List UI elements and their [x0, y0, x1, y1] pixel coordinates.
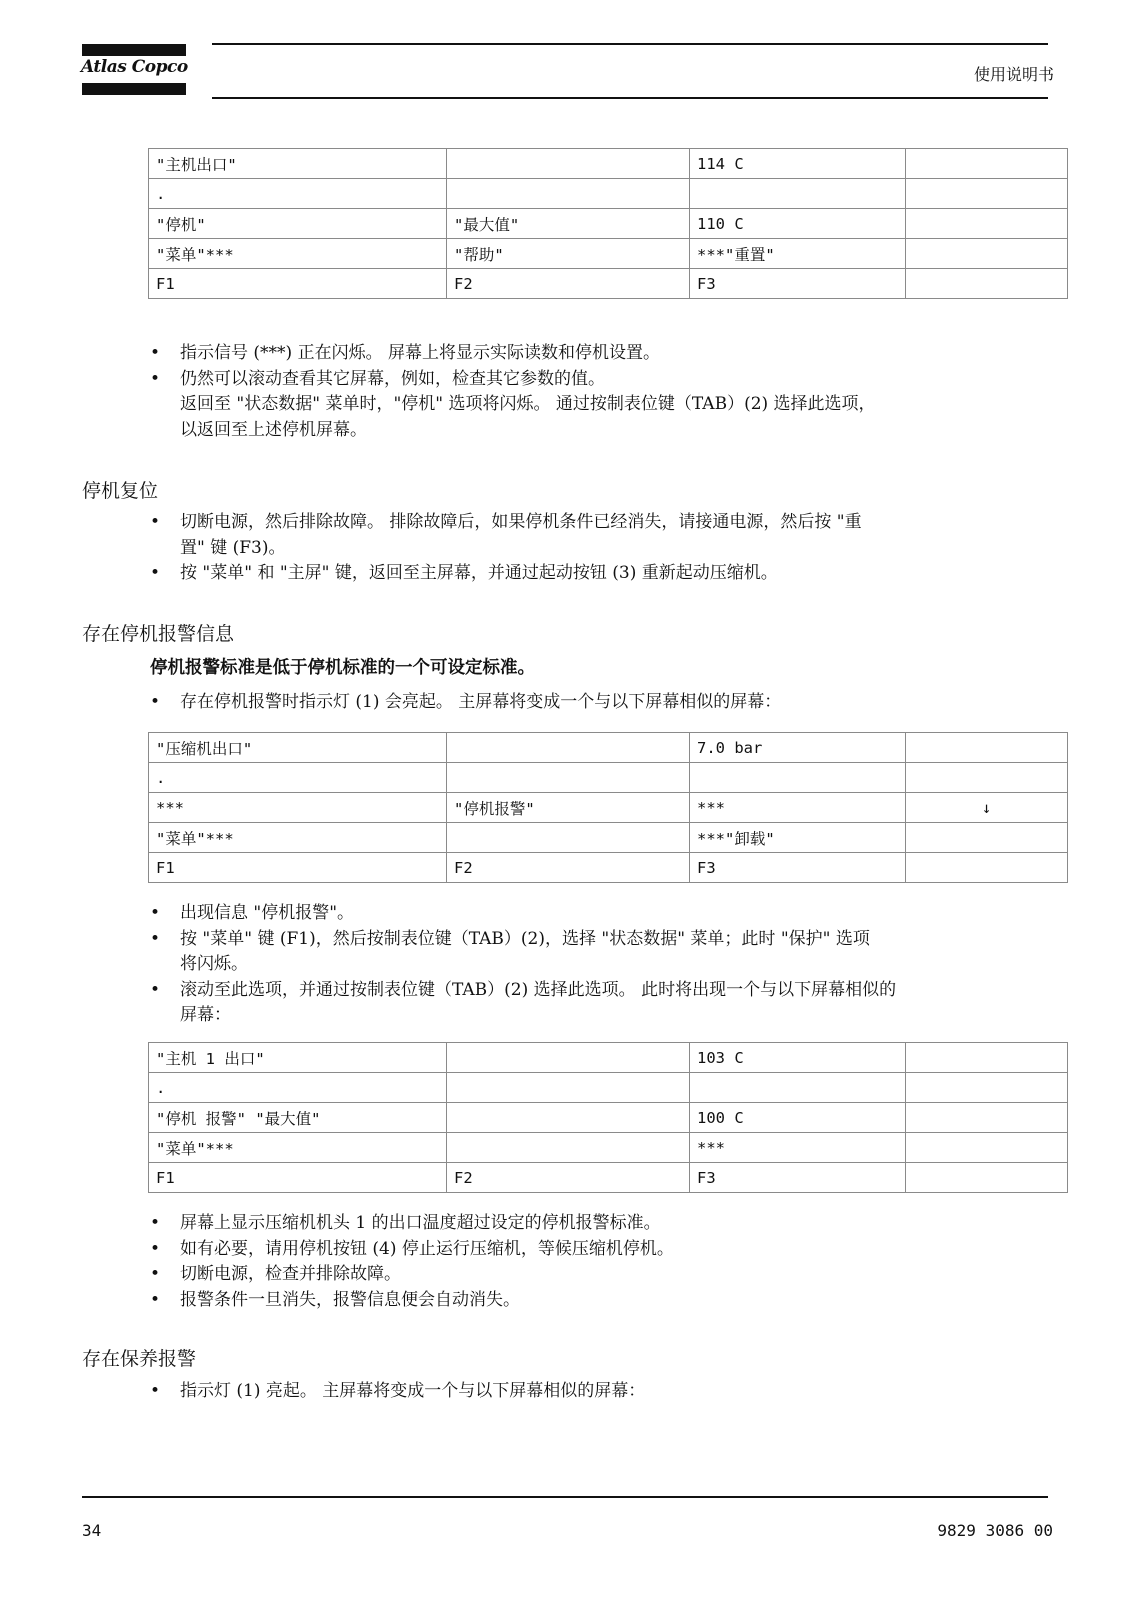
list-item: • 滚动至此选项，并通过按制表位键（TAB）(2) 选择此选项。 此时将出现一个与以下屏幕相似的 屏幕： — [150, 979, 897, 1025]
table-cell: F3 — [690, 1163, 906, 1193]
table-row — [149, 733, 1068, 763]
table-cell: F3 — [690, 853, 906, 883]
table-row — [149, 149, 1068, 179]
table-cell: "菜单"*** — [149, 1133, 447, 1163]
table-cell — [906, 209, 1068, 239]
list-item: • 如有必要，请用停机按钮 (4) 停止运行压缩机，等候压缩机停机。 — [150, 1237, 1060, 1263]
table-cell: F1 — [149, 1163, 447, 1193]
list-item: • 按 "菜单" 和 "主屏" 键，返回至主屏幕，并通过起动按钮 (3) 重新起动压缩机。 — [150, 561, 1060, 587]
header-rule-bottom — [212, 97, 1048, 99]
bullet-icon: • — [150, 343, 161, 363]
bullet-icon: • — [150, 903, 161, 923]
list-item: • 存在停机报警时指示灯 (1) 会亮起。 主屏幕将变成一个与以下屏幕相似的屏幕： — [150, 690, 1060, 716]
table-cell — [906, 1103, 1068, 1133]
table-cell: 103 C — [690, 1043, 906, 1073]
screen-table-warning — [148, 732, 1068, 883]
logo-bar-top — [82, 44, 186, 56]
table-row — [149, 823, 1068, 853]
table-row — [149, 179, 1068, 209]
table-cell — [447, 1043, 690, 1073]
table-cell — [906, 239, 1068, 269]
table-cell — [447, 179, 690, 209]
header-rule-top — [212, 43, 1048, 45]
warning-steps-list — [150, 901, 1060, 1029]
section-heading-service: 存在保养报警 — [82, 1348, 197, 1370]
table-row — [149, 853, 1068, 883]
bullet-icon: • — [150, 1213, 161, 1233]
table-cell: 110 C — [690, 209, 906, 239]
bullet-icon: • — [150, 512, 161, 532]
table-cell: *** — [149, 793, 447, 823]
list-item: • 指示信号 (***) 正在闪烁。 屏幕上将显示实际读数和停机设置。 — [150, 341, 1060, 367]
table-cell: "停机" — [149, 209, 447, 239]
table-cell — [906, 269, 1068, 299]
bullet-icon: • — [150, 979, 161, 1000]
table-cell — [447, 823, 690, 853]
table-cell — [906, 823, 1068, 853]
table-cell — [447, 1103, 690, 1133]
table-cell: . — [149, 763, 447, 793]
table-cell: . — [149, 179, 447, 209]
document-title: 使用说明书 — [973, 65, 1054, 84]
table-cell: 100 C — [690, 1103, 906, 1133]
table-row — [149, 209, 1068, 239]
table-row — [149, 1043, 1068, 1073]
table-cell — [906, 179, 1068, 209]
bullet-icon: • — [150, 1289, 161, 1310]
reset-list — [150, 510, 1060, 587]
table-cell — [690, 179, 906, 209]
list-item: • 切断电源，然后排除故障。 排除故障后，如果停机条件已经消失，请接通电源，然后按 "重 置" 键 (F3)。 — [150, 512, 862, 558]
table-cell — [447, 763, 690, 793]
table-cell: *** — [690, 1133, 906, 1163]
list-item: • 切断电源，检查并排除故障。 — [150, 1262, 1060, 1288]
bullet-icon: • — [150, 1264, 161, 1284]
table-cell — [447, 733, 690, 763]
bullet-icon: • — [150, 1381, 161, 1401]
table-cell: F2 — [447, 853, 690, 883]
list-item: • 报警条件一旦消失，报警信息便会自动消失。 — [150, 1288, 1060, 1314]
list-item: • 屏幕上显示压缩机机头 1 的出口温度超过设定的停机报警标准。 — [150, 1211, 1060, 1237]
warning-intro-list — [150, 690, 1060, 716]
table-cell: "主机 1 出口" — [149, 1043, 447, 1073]
list-item: • 指示灯 (1) 亮起。 主屏幕将变成一个与以下屏幕相似的屏幕： — [150, 1379, 1060, 1405]
table-cell: *** — [690, 793, 906, 823]
table-cell: F1 — [149, 269, 447, 299]
table-row — [149, 1103, 1068, 1133]
table-cell — [906, 763, 1068, 793]
bullet-icon: • — [150, 692, 161, 712]
table-cell: F2 — [447, 269, 690, 299]
arrow-down-icon: ↓ — [906, 793, 1068, 823]
table-cell: F2 — [447, 1163, 690, 1193]
table-cell: ***"重置" — [690, 239, 906, 269]
list-item: • 仍然可以滚动查看其它屏幕，例如，检查其它参数的值。 — [150, 367, 1060, 393]
table-cell: 114 C — [690, 149, 906, 179]
table-cell — [447, 149, 690, 179]
table-cell: "菜单"*** — [149, 823, 447, 853]
table-cell: "最大值" — [447, 209, 690, 239]
screen-table-shutdown — [148, 148, 1068, 299]
table-row — [149, 269, 1068, 299]
table-cell — [906, 853, 1068, 883]
section-subheading: 停机报警标准是低于停机标准的一个可设定标准。 — [150, 658, 535, 678]
footer-rule — [82, 1496, 1048, 1498]
table-cell: "停机 报警" "最大值" — [149, 1103, 447, 1133]
table-cell — [447, 1133, 690, 1163]
table-row — [149, 1073, 1068, 1103]
table-cell: . — [149, 1073, 447, 1103]
shutdown-info-list — [150, 341, 1060, 443]
table-cell — [906, 1043, 1068, 1073]
table-cell: "主机出口" — [149, 149, 447, 179]
table-cell — [690, 763, 906, 793]
table-cell — [906, 1133, 1068, 1163]
bullet-icon: • — [150, 368, 161, 389]
table-row — [149, 239, 1068, 269]
table-cell — [906, 733, 1068, 763]
table-cell: "菜单"*** — [149, 239, 447, 269]
table-cell — [690, 1073, 906, 1103]
table-row — [149, 1133, 1068, 1163]
list-item: • 按 "菜单" 键 (F1)，然后按制表位键（TAB）(2)，选择 "状态数据" 菜单；此时 "保护" 选项 将闪烁。 — [150, 928, 870, 974]
section-heading-reset: 停机复位 — [82, 480, 159, 502]
table-row — [149, 793, 1068, 823]
bullet-icon: • — [150, 563, 161, 583]
table-cell — [906, 149, 1068, 179]
list-continuation: 返回至 "状态数据" 菜单时，"停机" 选项将闪烁。 通过按制表位键（TAB）(2) 选择此选项， — [180, 394, 876, 414]
table-cell: F3 — [690, 269, 906, 299]
list-continuation: 以返回至上述停机屏幕。 — [180, 419, 367, 440]
service-list — [150, 1379, 1060, 1405]
bullet-icon: • — [150, 928, 161, 949]
section-heading-warning: 存在停机报警信息 — [82, 623, 235, 645]
table-row — [149, 1163, 1068, 1193]
document-number: 9829 3086 00 — [937, 1521, 1053, 1540]
list-item: • 出现信息 "停机报警"。 — [150, 901, 1060, 927]
table-cell — [906, 1163, 1068, 1193]
warning-result-list — [150, 1211, 1060, 1313]
screen-table-warning-detail — [148, 1042, 1068, 1193]
table-cell: F1 — [149, 853, 447, 883]
table-row — [149, 763, 1068, 793]
table-cell — [447, 1073, 690, 1103]
table-cell: "停机报警" — [447, 793, 690, 823]
table-cell: 7.0 bar — [690, 733, 906, 763]
table-cell: "压缩机出口" — [149, 733, 447, 763]
table-cell: ***"卸载" — [690, 823, 906, 853]
logo-bar-bottom — [82, 83, 186, 95]
table-cell — [906, 1073, 1068, 1103]
logo: Atlas Copco — [81, 57, 188, 77]
bullet-icon: • — [150, 1238, 161, 1259]
page-number: 34 — [82, 1521, 102, 1540]
table-cell: "帮助" — [447, 239, 690, 269]
